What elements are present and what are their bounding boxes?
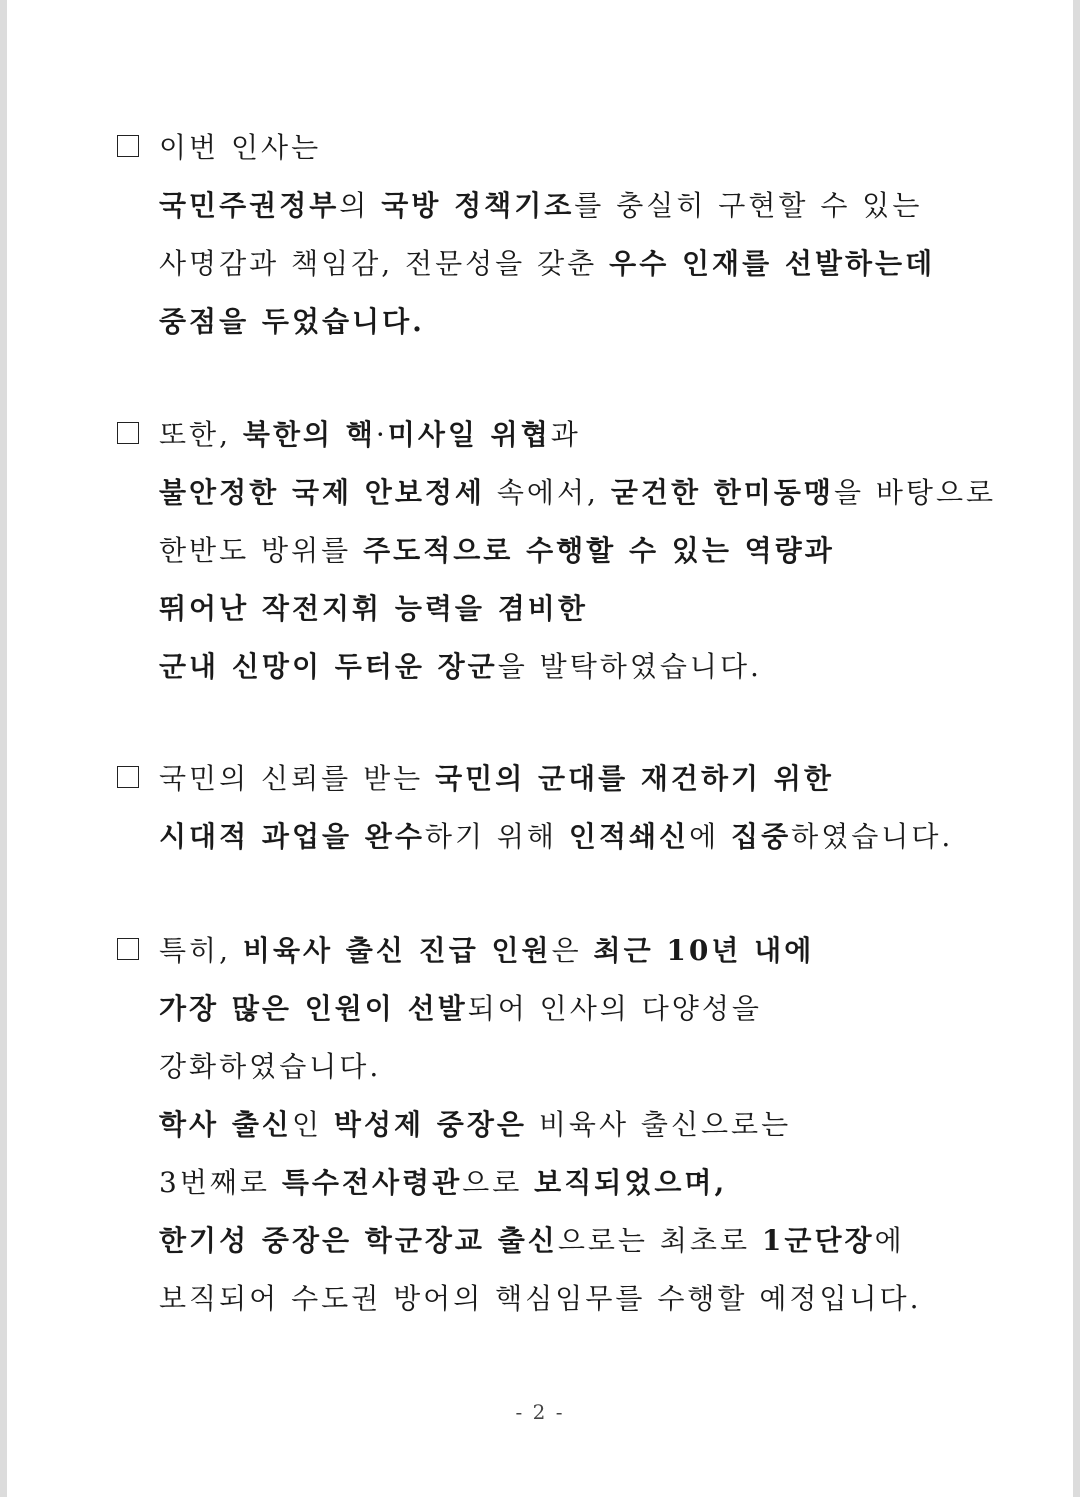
text-run: · bbox=[375, 418, 388, 451]
text-run: 되어 인사의 다양성을 bbox=[467, 992, 762, 1025]
text-run-bold: 박성제 중장은 bbox=[333, 1108, 527, 1141]
text-run-bold: 특수전사령관 bbox=[281, 1166, 463, 1199]
paragraph-line bbox=[117, 293, 1017, 351]
text-run-bold: 한기성 중장은 학군장교 출신 bbox=[159, 1224, 558, 1257]
text-run-bold: 불안정한 국제 안보정세 bbox=[159, 476, 485, 509]
paragraph-line bbox=[117, 580, 1017, 638]
paragraph-line bbox=[117, 1270, 1017, 1328]
text-run: 과 bbox=[550, 418, 581, 451]
paragraph-line bbox=[117, 522, 1017, 580]
paragraph-line bbox=[117, 980, 1017, 1038]
paragraph-line bbox=[117, 177, 1017, 235]
text-run: 을 발탁하였습니다. bbox=[497, 650, 762, 683]
text-run-bold: 군내 신망이 두터운 장군 bbox=[159, 650, 498, 683]
paragraph-line bbox=[117, 464, 1017, 522]
text-run-bold: 국민주권정부 bbox=[159, 189, 340, 222]
text-run: 국민의 신뢰를 받는 bbox=[159, 762, 436, 795]
text-run-bold: 학사 출신 bbox=[159, 1108, 292, 1141]
text-run: 3번째로 bbox=[159, 1166, 282, 1199]
text-run-bold: 1군단장 bbox=[761, 1224, 875, 1257]
paragraph-line bbox=[117, 1096, 1017, 1154]
text-run-bold: 국민의 군대를 재건하기 위한 bbox=[435, 762, 834, 795]
text-run-bold: 우수 인재를 선발하는데 bbox=[609, 247, 936, 280]
text-run: 이번 인사는 bbox=[159, 131, 322, 164]
text-run: 한반도 방위를 bbox=[159, 534, 364, 567]
text-run: 보직되어 수도권 방어의 핵심임무를 수행할 예정입니다. bbox=[159, 1282, 922, 1315]
paragraph-line bbox=[117, 808, 1017, 866]
text-run-bold: 비육사 출신 진급 인원 bbox=[242, 934, 552, 967]
paragraph-section-4 bbox=[117, 922, 1017, 1328]
paragraph-line bbox=[117, 1212, 1017, 1270]
text-run: 하기 위해 bbox=[424, 820, 569, 853]
paragraph-line bbox=[117, 1154, 1017, 1212]
paragraph-line bbox=[117, 1038, 1017, 1096]
text-run-bold: 미사일 위협 bbox=[387, 418, 551, 451]
paragraph-line bbox=[117, 235, 1017, 293]
paragraph-line bbox=[117, 922, 1017, 980]
text-run-bold: 가장 많은 인원이 선발 bbox=[159, 992, 468, 1025]
text-run: 속에서, bbox=[484, 476, 611, 509]
text-run: 강화하였습니다. bbox=[159, 1050, 382, 1083]
text-run: 특히, bbox=[159, 934, 243, 967]
paragraph-line bbox=[117, 119, 1017, 177]
checkbox-bullet-icon bbox=[117, 135, 139, 157]
text-run-bold: 국방 정책기조 bbox=[381, 189, 575, 222]
text-run-bold: 최근 10년 내에 bbox=[593, 934, 815, 967]
text-run-bold: 북한의 핵 bbox=[242, 418, 376, 451]
checkbox-bullet-icon bbox=[117, 938, 139, 960]
text-run: 의 bbox=[339, 189, 382, 222]
text-run-bold: 중점을 두었습니다. bbox=[159, 305, 425, 338]
text-run: 또한, bbox=[159, 418, 243, 451]
text-run-bold: 굳건한 한미동맹 bbox=[610, 476, 834, 509]
paragraph-section-3 bbox=[117, 750, 1017, 866]
text-run-bold: 집중 bbox=[731, 820, 792, 853]
text-run: 에 bbox=[874, 1224, 905, 1257]
text-run: 을 바탕으로 bbox=[833, 476, 997, 509]
text-run: 비육사 출신으로는 bbox=[526, 1108, 792, 1141]
paragraph-line bbox=[117, 750, 1017, 808]
text-run-bold: 주도적으로 수행할 수 있는 역량과 bbox=[363, 534, 835, 567]
text-run: 에 bbox=[689, 820, 732, 853]
paragraph-section-1 bbox=[117, 119, 1017, 351]
text-run: 은 bbox=[551, 934, 594, 967]
document-page bbox=[7, 0, 1073, 1497]
paragraph-line bbox=[117, 638, 1017, 696]
checkbox-bullet-icon bbox=[117, 422, 139, 444]
text-run: 하였습니다. bbox=[791, 820, 954, 853]
paragraph-section-2 bbox=[117, 406, 1017, 696]
checkbox-bullet-icon bbox=[117, 766, 139, 788]
text-run: 를 충실히 구현할 수 있는 bbox=[574, 189, 923, 222]
page-number: - 2 - bbox=[515, 1400, 565, 1424]
text-run: 인 bbox=[291, 1108, 334, 1141]
paragraph-line bbox=[117, 406, 1017, 464]
text-run-bold: 인적쇄신 bbox=[568, 820, 690, 853]
text-run: 으로 bbox=[462, 1166, 535, 1199]
text-run: 사명감과 책임감, 전문성을 갖춘 bbox=[159, 247, 610, 280]
text-run-bold: 시대적 과업을 완수 bbox=[159, 820, 425, 853]
text-run: 으로는 최초로 bbox=[557, 1224, 762, 1257]
text-run-bold: 보직되었으며, bbox=[534, 1166, 728, 1199]
text-run-bold: 뛰어난 작전지휘 능력을 겸비한 bbox=[159, 592, 588, 625]
